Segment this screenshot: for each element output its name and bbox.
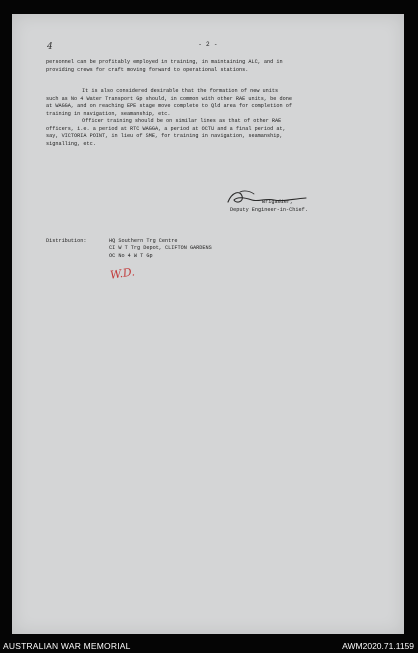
text-line: signalling, etc. (46, 140, 96, 147)
distribution-item: HQ Southern Trg Centre (109, 238, 178, 244)
accession-number: AWM2020.71.1159 (342, 641, 414, 651)
distribution-item: CI W T Trg Depot, CLIFTON GARDENS (109, 245, 212, 252)
paragraph-3 (46, 118, 376, 148)
text-line: at WAGGA, and on reaching EPE stage move complete to Qld area for completion of (46, 103, 292, 110)
distribution-label: Distribution: (46, 238, 87, 244)
text-line: It is also considered desirable that the formation of new units (82, 88, 279, 94)
text-line: officers, i.e. a period at RTC WAGGA, a period at OCTU and a final period at, (46, 125, 286, 132)
document-page (12, 14, 404, 634)
institution-credit: AUSTRALIAN WAR MEMORIAL (3, 641, 131, 651)
text-line: training in navigation, seamanship, etc. (46, 110, 171, 117)
text-line: personnel can be profitably employed in training, in maintaining ALC, and in (46, 59, 283, 65)
page-number: - 2 - (198, 41, 218, 48)
text-line: Officer training should be on similar lines as that of other RAE (82, 118, 282, 124)
margin-mark: 4 (47, 42, 53, 52)
text-line: providing crews for craft moving forward to operational stations. (46, 66, 249, 73)
distribution-list (109, 238, 212, 260)
text-line: say, VICTORIA POINT, in lieu of SME, for training in navigation, seamanship, (46, 133, 283, 140)
signatory-title: Deputy Engineer-in-Chief. (230, 207, 308, 213)
signatory-rank: Brigadier, (262, 199, 294, 205)
text-line: such as No 4 Water Transport Gp should, in common with other RAE units, be done (46, 95, 292, 102)
handwritten-note: W.D. (109, 265, 136, 282)
distribution-item: OC No 4 W T Gp (109, 252, 153, 259)
paragraph-2 (46, 88, 376, 118)
paragraph-1 (46, 59, 376, 74)
